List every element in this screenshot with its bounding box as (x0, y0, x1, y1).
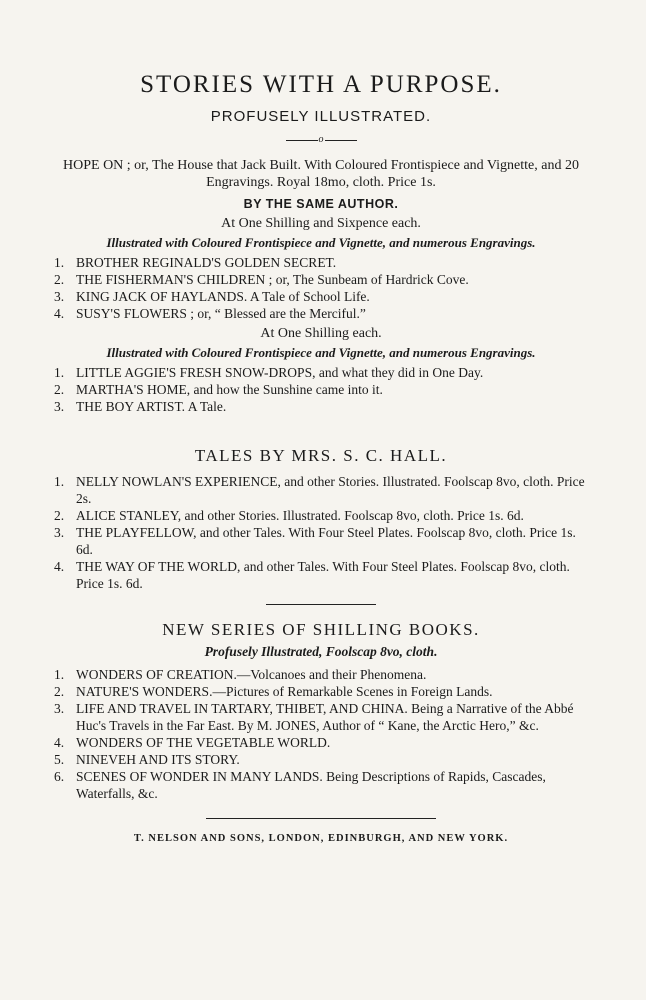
item-number: 4. (54, 306, 65, 321)
item-text: THE FISHERMAN'S CHILDREN ; or, The Sunbeam of Hardrick Cove. (76, 272, 469, 287)
item-text: SCENES OF WONDER IN MANY LANDS. Being Descriptions of Rapids, Cascades, Waterfalls, &c. (76, 769, 546, 801)
list-item (54, 768, 588, 802)
section-divider (266, 604, 376, 605)
item-text: NELLY NOWLAN'S EXPERIENCE, and other Stories. Illustrated. Foolscap 8vo, cloth. Price 2s. (76, 474, 585, 506)
item-number: 6. (54, 769, 65, 784)
item-text: MARTHA'S HOME, and how the Sunshine came into it. (76, 382, 383, 397)
item-number: 2. (54, 382, 65, 397)
group1-list (54, 254, 588, 322)
item-number: 3. (54, 289, 65, 304)
item-text: THE BOY ARTIST. A Tale. (76, 399, 227, 414)
shilling-section-title: NEW SERIES OF SHILLING BOOKS. (162, 620, 480, 639)
item-number: 1. (54, 667, 65, 682)
hope-on-entry: HOPE ON ; or, The House that Jack Built. With Coloured Frontispiece and Vignette, and 20 Engravings. Royal 18mo, cloth. Price 1s. (63, 158, 579, 190)
item-text: KING JACK OF HAYLANDS. A Tale of School Life. (76, 289, 370, 304)
item-text: NATURE'S WONDERS.—Pictures of Remarkable Scenes in Foreign Lands. (76, 684, 493, 699)
list-item (54, 666, 588, 683)
group2-price: At One Shilling each. (260, 326, 382, 341)
item-text: THE PLAYFELLOW, and other Tales. With Four Steel Plates. Foolscap 8vo, cloth. Price 1s. 6d. (76, 525, 576, 557)
hall-list (54, 473, 588, 592)
item-text: THE WAY OF THE WORLD, and other Tales. With Four Steel Plates. Foolscap 8vo, cloth. Price 1s. 6d. (76, 559, 570, 591)
group1-note: Illustrated with Coloured Frontispiece and Vignette, and numerous Engravings. (106, 235, 536, 250)
item-number: 1. (54, 255, 65, 270)
item-text: WONDERS OF CREATION.—Volcanoes and their Phenomena. (76, 667, 427, 682)
item-number: 1. (54, 474, 65, 489)
item-number: 4. (54, 735, 65, 750)
item-number: 3. (54, 525, 65, 540)
by-same-author-heading: BY THE SAME AUTHOR. (243, 197, 399, 211)
list-item (54, 381, 588, 398)
item-number: 2. (54, 272, 65, 287)
list-item (54, 288, 588, 305)
list-item (54, 364, 588, 381)
item-text: NINEVEH AND ITS STORY. (76, 752, 240, 767)
list-item (54, 398, 588, 415)
item-number: 2. (54, 508, 65, 523)
group1-price: At One Shilling and Sixpence each. (221, 216, 421, 231)
list-item (54, 507, 588, 524)
shilling-section-subtitle: Profusely Illustrated, Foolscap 8vo, cloth. (204, 644, 438, 659)
item-text: BROTHER REGINALD'S GOLDEN SECRET. (76, 255, 337, 270)
list-item (54, 271, 588, 288)
ornament-mark: o (318, 134, 324, 145)
group2-note: Illustrated with Coloured Frontispiece and Vignette, and numerous Engravings. (106, 345, 536, 360)
publisher-imprint: T. NELSON AND SONS, LONDON, EDINBURGH, AND NEW YORK. (133, 833, 509, 844)
item-text: ALICE STANLEY, and other Stories. Illustrated. Foolscap 8vo, cloth. Price 1s. 6d. (76, 508, 524, 523)
list-item (54, 734, 588, 751)
item-text: LITTLE AGGIE'S FRESH SNOW-DROPS, and what they did in One Day. (76, 365, 484, 380)
list-item (54, 254, 588, 271)
shilling-list (54, 666, 588, 802)
page-subtitle: PROFUSELY ILLUSTRATED. (210, 108, 432, 125)
list-item (54, 700, 588, 734)
footer-divider (206, 818, 436, 819)
list-item (54, 683, 588, 700)
item-number: 5. (54, 752, 65, 767)
item-text: LIFE AND TRAVEL IN TARTARY, THIBET, AND CHINA. Being a Narrative of the Abbé Huc's Travels in the Far East. By M. JONES, Author of “ Kane, the Arctic Hero,” &c. (76, 701, 574, 733)
list-item (54, 473, 588, 507)
page-title: STORIES WITH A PURPOSE. (140, 71, 502, 98)
item-number: 3. (54, 399, 65, 414)
group2-list (54, 364, 588, 415)
item-text: WONDERS OF THE VEGETABLE WORLD. (76, 735, 331, 750)
item-number: 4. (54, 559, 65, 574)
item-number: 2. (54, 684, 65, 699)
rule-bar-right (325, 140, 357, 141)
list-item (54, 305, 588, 322)
list-item (54, 558, 588, 592)
item-text: SUSY'S FLOWERS ; or, “ Blessed are the Merciful.” (76, 306, 366, 321)
item-number: 3. (54, 701, 65, 716)
hall-section-title: TALES BY MRS. S. C. HALL. (194, 446, 448, 465)
rule-bar-left (286, 140, 318, 141)
list-item (54, 524, 588, 558)
item-number: 1. (54, 365, 65, 380)
ornament-rule (54, 135, 588, 145)
list-item (54, 751, 588, 768)
